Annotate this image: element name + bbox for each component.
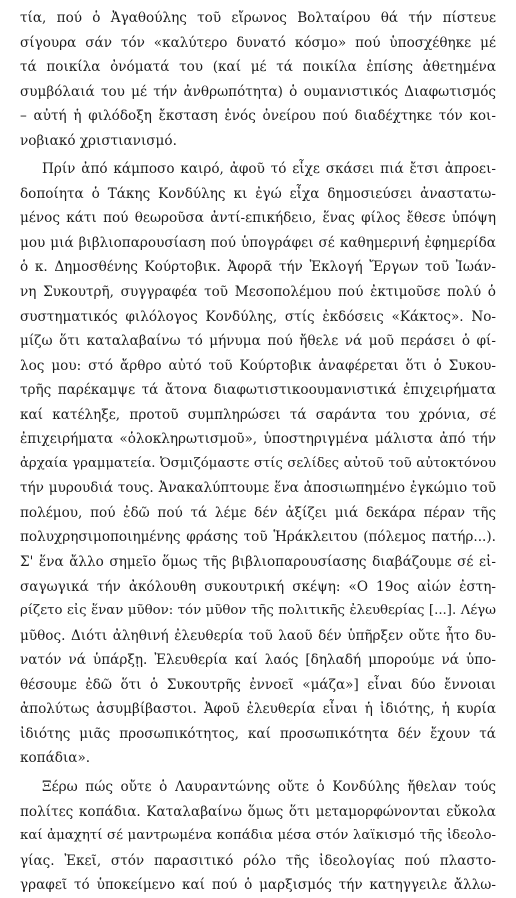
text-line: νη Συκουτρῆ, συγγραφέα τοῦ Μεσοπολέμου πού ἐκτιμοῦσε πολύ ὁ <box>20 284 496 301</box>
text-line: καί κατέληξε, προτοῦ συμπληρώσει τά σαράντα του χρόνια, σέ <box>20 406 496 423</box>
text-line: τά ποικίλα ὀνόματά του (καί μέ τά ποικίλα ἐπίσης ἀθετημένα <box>20 59 496 76</box>
text-line: σίγουρα σάν τόν «καλύτερο δυνατό κόσμο» πού ὑποσχέθηκε μέ <box>20 34 496 51</box>
text-line: καί ἀμαχητί σέ μαντρωμένα κοπάδια μέσα στόν λαϊκισμό τῆς ἰδεολο- <box>20 828 496 844</box>
text-line: ἀπολύτως ἀσυμβίβαστοι. Ἀφοῦ ἐλευθερία εἶναι ἡ ἰδιότης, ἡ κυρία <box>20 701 496 718</box>
text-line: ἐπιχειρήματα «ὁλοκληρωτισμοῦ», ὑποστηριγμένα μάλιστα ἀπό τήν <box>20 431 496 448</box>
text-line: ρίζετο εἰς ἕναν μῦθον: τόν μῦθον τῆς πολιτικῆς ἐλευθερίας [...]. Λέγω <box>20 603 496 619</box>
text-line: μίζω ὅτι καταλαβαίνω τό μήνυμα πού ἤθελε νά μοῦ περάσει ὁ φί- <box>20 333 496 350</box>
text-line: σαγωγικά τήν ἀκόλουθη συκουτρική σκέψη: «Ο 19ος αἰών ἐστη- <box>20 578 496 595</box>
paragraph <box>20 6 496 153</box>
text-line: πολίτες κοπάδια. Καταλαβαίνω ὅμως ὅτι μεταμορφώνονται εὔκολα <box>20 803 496 820</box>
text-line: πολέμου, πού ἐδῶ πού τά λέμε δέν ἀξίζει μιά δεκάρα πέραν τῆς <box>20 504 496 521</box>
text-line: νατόν νά ὑπάρξῃ. Ἐλευθερία καί λαός [δηλαδή μπορούμε νά ὑπο- <box>20 652 496 669</box>
text-line: μένος κάτι πού θεωροῦσα ἀντί-επικήδειο, ἕνας φίλος ἔθεσε ὑπόψη <box>20 210 496 227</box>
document-page <box>20 6 496 898</box>
text-line: νοβιακό χριστιανισμό. <box>20 132 177 149</box>
text-line: συμβόλαιά του μέ τήν ἀνθρωπότητα) ὁ ουμανιστικός Διαφωτισμός <box>20 83 496 100</box>
text-line: λος μου: στό ἄρθρο αὐτό τοῦ Κούρτοβικ ἀναφέρεται ὅτι ὁ Συκου- <box>20 357 496 374</box>
text-line: μου μιά βιβλιοπαρουσίαση πού ὑπογράφει σέ καθημερινή ἐφημερίδα <box>20 234 496 251</box>
text-line: μῦθος. Διότι ἀληθινή ἐλευθερία τοῦ λαοῦ δέν ὑπῆρξεν οὔτε ἦτο δυ- <box>20 627 496 644</box>
text-line: ἰδιότης μιᾶς προσωπικότητος, καί προσωπικότητα δέν ἔχουν τά <box>20 725 496 742</box>
paragraph <box>20 157 496 771</box>
text-line: τήν μυρουδιά τους. Ἀνακαλύπτουμε ἕνα ἀποσιωπημένο ἐγκώμιο τοῦ <box>20 480 496 497</box>
text-line: γίας. Ἐκεῖ, στόν παρασιτικό ρόλο τῆς ἰδεολογίας πού πλαστο- <box>20 852 496 869</box>
text-line: ἀρχαία γραμματεία. Ὀσμιζόμαστε στίς σελίδες αὐτοῦ τοῦ αὐτοκτόνου <box>20 455 496 471</box>
text-line: δοποίητα ὁ Τάκης Κονδύλης κι ἐγώ εἶχα δημοσιεύσει ἀναστατω- <box>20 185 496 202</box>
text-line: γραφεῖ τό ὑποκείμενο καί πού ὁ μαρξισμός τήν κατηγγειλε ἄλλω- <box>20 877 496 894</box>
text-line: Ξέρω πώς οὔτε ὁ Λαυραντώνης οὔτε ὁ Κονδύλης ἤθελαν τούς <box>42 778 496 795</box>
text-line: συστηματικός φιλόλογος Κονδύλης, στίς ἐκδόσεις «Κάκτος». Νο- <box>20 308 496 325</box>
paragraph <box>20 775 496 898</box>
text-line: κοπάδια». <box>20 750 91 767</box>
text-line: – αὐτή ἡ φιλόδοξη ἔκσταση ἑνός ὀνείρου πού διαδέχτηκε τόν κοι- <box>20 108 496 125</box>
text-line: ὁ κ. Δημοσθένης Κούρτοβικ. Ἀφορᾶ τήν Ἐκλογή Ἔργων τοῦ Ἰωάν- <box>20 259 496 276</box>
text-line: τρῆς παρέκαμψε τά ἄτονα διαφωτιστικοουμανιστικά ἐπιχειρήματα <box>20 382 496 399</box>
text-line: Πρίν ἀπό κάμποσο καιρό, ἀφοῦ τό εἶχε σκάσει πιά ἔτσι ἀπροει- <box>42 161 496 178</box>
text-line: τία, πού ὁ Ἀγαθούλης τοῦ εἴρωνος Βολταίρου θά τήν πίστευε <box>20 10 496 26</box>
text-line: Σ' ἕνα ἄλλο σημεῖο ὅμως τῆς βιβλιοπαρουσίασης διαβάζουμε σέ εἰ- <box>20 554 496 571</box>
text-line: πολυχρησιμοποιημένης φράσης τοῦ Ἡράκλειτου (πόλεμος πατήρ...). <box>20 529 496 546</box>
text-line: θέσουμε ἐδῶ ὅτι ὁ Συκουτρῆς ἐννοεῖ «μάζα»] εἶναι δύο ἔννοιαι <box>20 676 496 693</box>
